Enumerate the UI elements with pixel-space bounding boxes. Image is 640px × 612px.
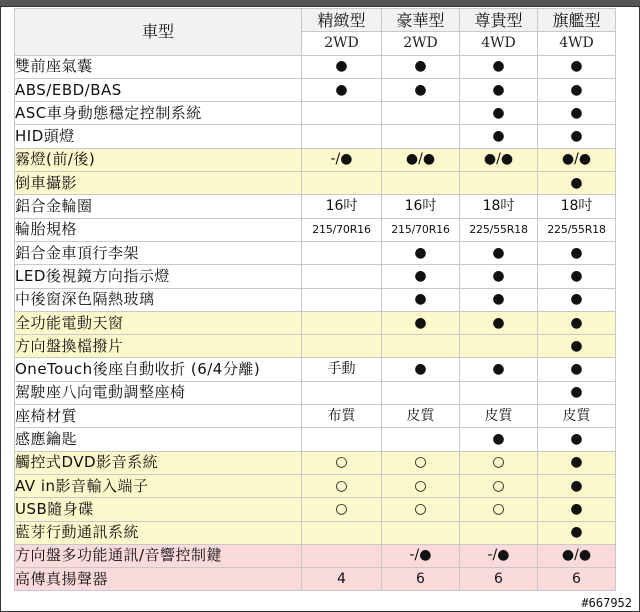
drive-header: 2WD <box>302 32 382 55</box>
table-row <box>15 102 616 125</box>
model-header: 豪華型 <box>382 9 460 32</box>
spec-cell: ○ <box>382 451 460 474</box>
spec-cell: ○ <box>460 451 538 474</box>
feature-label: 全功能電動天窗 <box>15 311 302 334</box>
spec-cell: ● <box>538 428 616 451</box>
spec-cell: ○ <box>460 474 538 497</box>
table-row <box>15 568 616 591</box>
feature-label: 輪胎規格 <box>15 218 302 241</box>
spec-cell <box>302 311 382 334</box>
model-header: 尊貴型 <box>460 9 538 32</box>
spec-cell: ● <box>382 311 460 334</box>
table-row <box>15 172 616 195</box>
table-row <box>15 544 616 567</box>
spec-cell: ○ <box>302 474 382 497</box>
spec-table <box>14 8 616 591</box>
spec-cell <box>302 544 382 567</box>
spec-cell <box>382 335 460 358</box>
spec-cell <box>302 241 382 264</box>
spec-cell <box>302 381 382 404</box>
model-header: 精緻型 <box>302 9 382 32</box>
spec-cell: 6 <box>538 568 616 591</box>
spec-cell: ● <box>538 78 616 101</box>
spec-cell: -/● <box>460 544 538 567</box>
spec-cell: ● <box>302 55 382 78</box>
feature-label: AV in影音輸入端子 <box>15 474 302 497</box>
spec-cell: 215/70R16 <box>302 218 382 241</box>
table-row <box>15 358 616 381</box>
feature-label: 倒車攝影 <box>15 172 302 195</box>
spec-cell <box>460 521 538 544</box>
spec-cell: ● <box>460 311 538 334</box>
feature-label: OneTouch後座自動收折 (6/4分離) <box>15 358 302 381</box>
spec-cell: 6 <box>460 568 538 591</box>
spec-cell: ● <box>538 125 616 148</box>
spec-cell: ○ <box>382 474 460 497</box>
header-row-models <box>15 9 616 32</box>
spec-cell: ● <box>538 265 616 288</box>
spec-cell: ● <box>460 241 538 264</box>
spec-cell: ●/● <box>538 544 616 567</box>
spec-cell: 皮質 <box>460 405 538 428</box>
spec-cell: ● <box>538 451 616 474</box>
spec-cell: ● <box>538 521 616 544</box>
model-header: 旗艦型 <box>538 9 616 32</box>
table-row <box>15 498 616 521</box>
spec-cell: ● <box>460 55 538 78</box>
table-row <box>15 195 616 218</box>
table-row <box>15 521 616 544</box>
feature-label: 鋁合金輪圈 <box>15 195 302 218</box>
spec-cell: ● <box>460 102 538 125</box>
spec-cell: 皮質 <box>382 405 460 428</box>
spec-cell: ● <box>382 78 460 101</box>
spec-cell: 皮質 <box>538 405 616 428</box>
feature-label: 方向盤換檔撥片 <box>15 335 302 358</box>
drive-header: 4WD <box>460 32 538 55</box>
spec-cell <box>382 521 460 544</box>
feature-label: ASC車身動態穩定控制系統 <box>15 102 302 125</box>
table-row <box>15 265 616 288</box>
table-row <box>15 428 616 451</box>
spec-cell: ● <box>538 102 616 125</box>
spec-cell: 215/70R16 <box>382 218 460 241</box>
spec-cell: ● <box>382 55 460 78</box>
spec-cell: -/● <box>302 148 382 171</box>
spec-cell <box>302 265 382 288</box>
spec-cell: 225/55R18 <box>538 218 616 241</box>
spec-cell: ● <box>538 474 616 497</box>
spec-cell: ● <box>538 241 616 264</box>
spec-cell: 18吋 <box>538 195 616 218</box>
spec-cell <box>382 102 460 125</box>
spec-cell: ● <box>460 125 538 148</box>
spec-cell: ● <box>382 241 460 264</box>
table-row <box>15 148 616 171</box>
spec-cell: ● <box>538 381 616 404</box>
spec-cell: ○ <box>302 498 382 521</box>
table-row <box>15 405 616 428</box>
table-row <box>15 381 616 404</box>
spec-cell: ● <box>538 358 616 381</box>
feature-label: 感應鑰匙 <box>15 428 302 451</box>
feature-label: 中後窗深色隔熱玻璃 <box>15 288 302 311</box>
spec-cell: ● <box>538 498 616 521</box>
spec-cell <box>382 381 460 404</box>
spec-cell <box>460 335 538 358</box>
spec-cell: ● <box>460 78 538 101</box>
spec-cell <box>382 125 460 148</box>
spec-cell: ○ <box>460 498 538 521</box>
spec-cell: ●/● <box>460 148 538 171</box>
spec-cell: ● <box>538 288 616 311</box>
spec-cell: 16吋 <box>302 195 382 218</box>
table-row <box>15 78 616 101</box>
feature-label: 藍芽行動通訊系統 <box>15 521 302 544</box>
feature-label: USB隨身碟 <box>15 498 302 521</box>
feature-label: 座椅材質 <box>15 405 302 428</box>
spec-cell: ○ <box>382 498 460 521</box>
spec-cell: ○ <box>302 451 382 474</box>
spec-cell: ● <box>382 288 460 311</box>
spec-cell <box>302 335 382 358</box>
spec-cell: 4 <box>302 568 382 591</box>
spec-cell: ● <box>460 265 538 288</box>
spec-cell: 225/55R18 <box>460 218 538 241</box>
spec-cell: ● <box>538 55 616 78</box>
spec-cell: 6 <box>382 568 460 591</box>
table-row <box>15 451 616 474</box>
spec-cell: ● <box>460 358 538 381</box>
feature-label: 觸控式DVD影音系統 <box>15 451 302 474</box>
feature-label: ABS/EBD/BAS <box>15 78 302 101</box>
spec-cell: -/● <box>382 544 460 567</box>
spec-cell: ● <box>460 428 538 451</box>
spec-cell <box>302 428 382 451</box>
feature-label: 霧燈(前/後) <box>15 148 302 171</box>
drive-header: 2WD <box>382 32 460 55</box>
table-row <box>15 311 616 334</box>
table-row <box>15 474 616 497</box>
table-row <box>15 218 616 241</box>
table-row <box>15 55 616 78</box>
spec-cell: 布質 <box>302 405 382 428</box>
spec-cell <box>382 428 460 451</box>
spec-cell: 16吋 <box>382 195 460 218</box>
spec-cell: ● <box>538 311 616 334</box>
spec-cell <box>302 125 382 148</box>
feature-label: 方向盤多功能通訊/音響控制鍵 <box>15 544 302 567</box>
spec-cell <box>460 381 538 404</box>
spec-cell: ● <box>382 358 460 381</box>
feature-label: HID頭燈 <box>15 125 302 148</box>
feature-label: 鋁合金車頂行李架 <box>15 241 302 264</box>
table-row <box>15 241 616 264</box>
spec-cell <box>302 288 382 311</box>
spec-cell: ●/● <box>382 148 460 171</box>
watermark: #667952 <box>581 596 632 610</box>
feature-label: 雙前座氣囊 <box>15 55 302 78</box>
spec-cell <box>460 172 538 195</box>
spec-cell <box>302 521 382 544</box>
feature-label: 高傳真揚聲器 <box>15 568 302 591</box>
table-row <box>15 335 616 358</box>
drive-header: 4WD <box>538 32 616 55</box>
spec-cell: ● <box>382 265 460 288</box>
corner-header: 車型 <box>15 9 302 56</box>
feature-label: LED後視鏡方向指示燈 <box>15 265 302 288</box>
table-row <box>15 125 616 148</box>
spec-cell <box>382 172 460 195</box>
spec-cell: ● <box>538 335 616 358</box>
spec-cell: ●/● <box>538 148 616 171</box>
spec-cell: ● <box>538 172 616 195</box>
spec-cell <box>302 172 382 195</box>
spec-table-body <box>15 55 616 591</box>
spec-cell <box>302 102 382 125</box>
spec-cell: 手動 <box>302 358 382 381</box>
feature-label: 駕駛座八向電動調整座椅 <box>15 381 302 404</box>
spec-cell: 18吋 <box>460 195 538 218</box>
spec-cell: ● <box>460 288 538 311</box>
table-row <box>15 288 616 311</box>
spec-cell: ● <box>302 78 382 101</box>
